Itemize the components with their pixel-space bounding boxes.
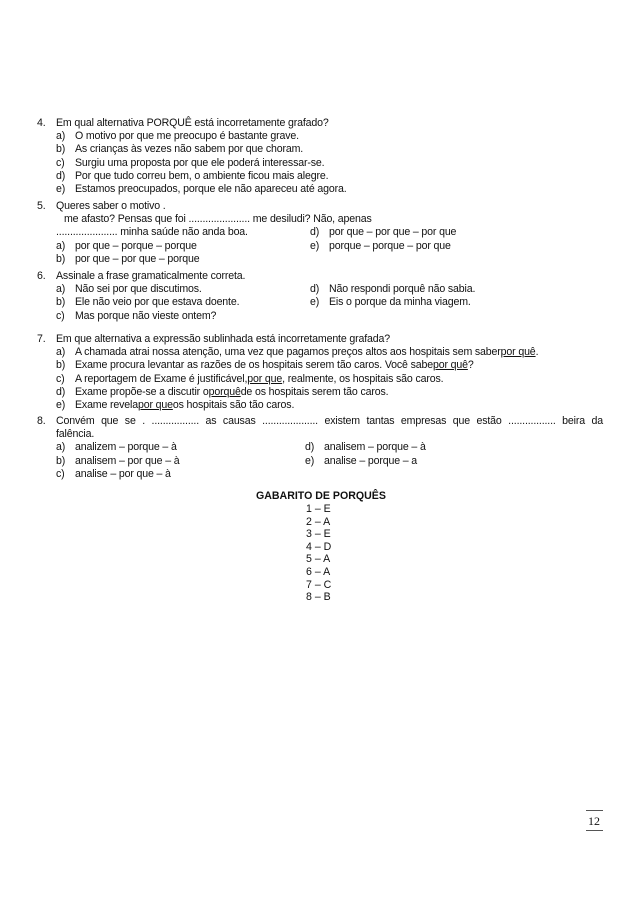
option-d: d) Por que tudo correu bem, o ambiente ficou mais alegre. <box>56 169 329 182</box>
answer-key-item: 1 – E <box>306 503 331 515</box>
option-d: d) Não respondi porquê não sabia. <box>310 283 476 296</box>
question-stem: Assinale a frase gramaticalmente correta. <box>56 270 246 282</box>
answer-key-item: 7 – C <box>306 578 332 591</box>
option-c: c) Mas porque não vieste ontem? <box>56 309 217 322</box>
underlined-expression: porquê <box>208 385 241 398</box>
option-c: c) A reportagem de Exame é justificável, por que , realmente, os hospitais são caros. <box>56 372 444 385</box>
page-number: 12 <box>588 814 600 828</box>
question-stem: Em qual alternativa PORQUÊ está incorretamente grafado? <box>56 117 329 129</box>
option-b: b) Exame procura levantar as razões de os hospitais serem tão caros. Você sabe por quê ? <box>56 359 474 372</box>
underlined-expression: por quê <box>432 359 468 372</box>
option-a: a) A chamada atrai nossa atenção, uma vez que pagamos preços altos aos hospitais sem saber por quê . <box>56 346 539 359</box>
answer-key-title: GABARITO DE PORQUÊS <box>256 490 386 502</box>
option-e: e) analise – porque – a <box>305 454 418 467</box>
option-e: e) Eis o porque da minha viagem. <box>310 296 471 309</box>
answer-key-item: 5 – A <box>306 553 331 566</box>
option-d: d) Exame propõe-se a discutir o porquê de os hospitais serem tão caros. <box>56 385 389 398</box>
answer-key-item: 6 – A <box>306 565 331 578</box>
option-a: a) Não sei por que discutimos. <box>56 283 202 296</box>
option-e: e) Estamos preocupados, porque ele não apareceu até agora. <box>56 183 347 196</box>
option-a: a) O motivo por que me preocupo é bastante grave. <box>56 130 299 143</box>
option-c: c) Surgiu uma proposta por que ele poderá interessar-se. <box>56 156 325 169</box>
page-number-rule-bottom <box>586 830 603 831</box>
question-stem-line-2: falência. <box>56 428 95 441</box>
question-5 <box>37 200 603 266</box>
option-b: b) analisem – por que – à <box>56 454 180 467</box>
question-number: 7. <box>37 333 46 345</box>
question-number: 4. <box>37 117 46 129</box>
option-c: c) analise – por que – à <box>56 467 171 480</box>
question-6 <box>37 270 603 323</box>
option-e: e) Exame revela por que os hospitais são tão caros. <box>56 399 295 412</box>
question-stem-line-1: Convém que se . ................. as causas .................... existem tantas empresas que estão ................. beira da <box>56 415 603 427</box>
option-a: a) por que – porque – porque <box>56 239 197 252</box>
answer-key-item: 8 – B <box>306 591 331 604</box>
underlined-expression: por quê <box>500 346 536 359</box>
option-b: b) As crianças às vezes não sabem por que choram. <box>56 143 304 156</box>
question-stem-line-1: Queres saber o motivo . <box>56 200 166 212</box>
option-d: d) por que – por que – por que <box>310 226 457 239</box>
question-4 <box>37 117 603 196</box>
question-number: 8. <box>37 415 46 427</box>
answer-key-item: 4 – D <box>306 540 332 553</box>
question-stem: Em que alternativa a expressão sublinhada está incorretamente grafada? <box>56 333 391 345</box>
answer-key-item: 2 – A <box>306 515 331 528</box>
page-number-rule-top <box>586 810 603 811</box>
question-8 <box>37 415 603 481</box>
question-number: 5. <box>37 200 46 212</box>
answer-key-item: 3 – E <box>306 528 331 541</box>
answer-key-list <box>306 503 331 604</box>
question-number: 6. <box>37 270 46 282</box>
underlined-expression: por que <box>137 399 173 412</box>
option-b: b) Ele não veio por que estava doente. <box>56 296 240 309</box>
option-b: b) por que – por que – porque <box>56 252 200 265</box>
option-d: d) analisem – porque – à <box>305 441 426 454</box>
option-a: a) analizem – porque – à <box>56 441 177 454</box>
question-7 <box>37 333 603 412</box>
question-stem-line-2: me afasto? Pensas que foi ...................... me desiludi? Não, apenas <box>64 213 372 226</box>
option-e: e) porque – porque – por que <box>310 239 451 252</box>
question-stem-line-3: ...................... minha saúde não anda boa. <box>56 226 248 239</box>
underlined-expression: por que <box>247 372 283 385</box>
